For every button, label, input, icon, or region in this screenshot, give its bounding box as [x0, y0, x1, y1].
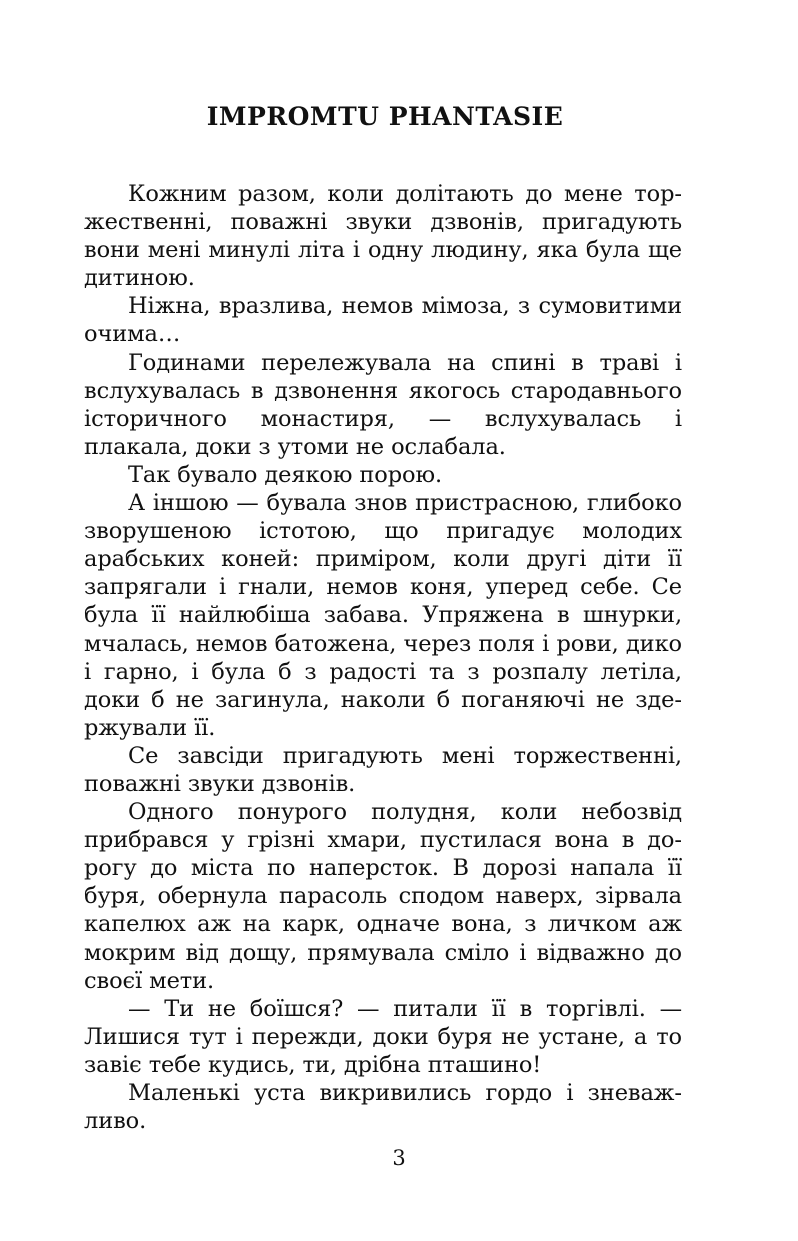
- paragraph-5: А іншою — бувала знов пристрасною, глибоко зворушеною істотою, що пригадує молодих арабських коней: приміром, коли другі діти її запрягали і гнали, немов коня, уперед себе. Се була її найлюбіша забава. Упряжена в шнурки, мчалась, немов батожена, через поля і рови, дико і гарно, і була б з радості та з розпалу летіла, доки б не загинула, наколи б поганяючі не здержували її.: [84, 490, 682, 741]
- paragraph-8: — Ти не боїшся? — питали її в торгівлі. — Лишися тут і пережди, доки буря не устане, а то завіє тебе кудись, ти, дрібна пташино!: [84, 995, 682, 1078]
- page-content: [84, 92, 682, 1135]
- paragraph-7: Одного понурого полудня, коли небозвід прибрався у грізні хмари, пустилася вона в дорогу до міста по наперсток. В дорозі напала її буря, обернула парасоль сподом наверх, зірвала капелюх аж на карк, одначе вона, з личком аж мокрим від дощу, прямувала сміло і відважно до своєї мети.: [84, 799, 682, 994]
- paragraph-4: Так бувало деякою порою.: [128, 461, 443, 488]
- paragraph-6: Се завсіди пригадують мені торжественні, поважні звуки дзвонів.: [84, 742, 682, 797]
- paragraph-3: Годинами перележувала на спині в траві і вслухувалась в дзвонення якогось стародавнього історичного монастиря, — вслухувалась і плакала, доки з утоми не ослабала.: [84, 349, 682, 460]
- paragraph-1: Кожним разом, коли долітають до мене торжественні, поважні звуки дзвонів, пригадують вони мені минулі літа і одну людину, яка була ще дитиною.: [84, 181, 682, 292]
- page-number: 3: [392, 1146, 406, 1170]
- paragraph-2: Ніжна, вразлива, немов мімоза, з сумовитими очима…: [84, 293, 682, 348]
- chapter-title: IMPROMTU PHANTASIE: [206, 102, 564, 131]
- paragraph-9: Маленькі уста викривились гордо і зневажливо.: [84, 1080, 682, 1135]
